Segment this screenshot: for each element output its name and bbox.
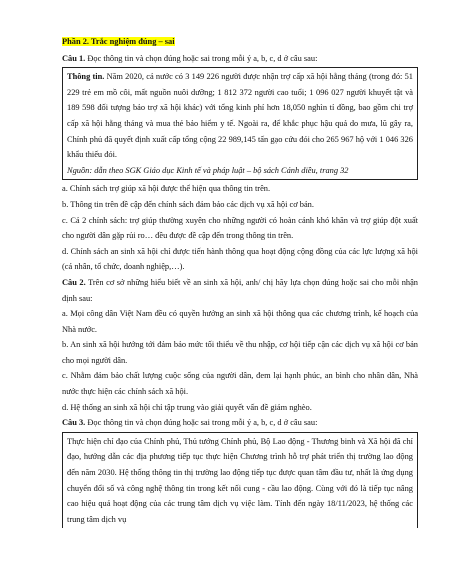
question-1-info-box <box>62 67 418 180</box>
question-3 <box>62 415 418 431</box>
question-2-prompt: Trên cơ sở những hiểu biết về an sinh xã hội, anh/ chị hãy lựa chọn đúng hoặc sai cho mỗi nhận định sau: <box>62 277 418 303</box>
option-2b: b. An sinh xã hội hướng tới đảm bảo mức tối thiểu về thu nhập, cơ hội tiếp cận các dịch vụ xã hội cơ bản cho mọi người dân. <box>62 340 418 365</box>
question-3-label: Câu 3. <box>62 418 86 428</box>
info-text: Năm 2020, cả nước có 3 149 226 người được nhận trợ cấp xã hội hằng tháng (trong đó: 51 229 trẻ em mồ côi, mất nguồn nuôi dưỡng; 1 812 372 người cao tuổi; 1 096 027 người khuyết tật và 189 598 đối tượng bảo trợ xã hội khác) với tổng kinh phí hơn 18,050 nghìn tỉ đồng, bao gồm chi trợ cấp xã hội hằng tháng và mua thẻ bảo hiểm y tế. Ngoài ra, để khắc phục hậu quả do mưa, lũ gây ra, Chính phủ đã quyết định xuất cấp tổng cộng 22 989,145 tấn gạo cứu đói cho 265 967 hộ với 1 046 326 khẩu thiếu đói. <box>67 72 413 160</box>
question-1-label: Câu 1. <box>62 53 86 63</box>
info-source: Nguồn: dẫn theo SGK Giáo dục Kinh tế và pháp luật – bộ sách Cánh diều, trang 32 <box>67 165 349 175</box>
option-2d: d. Hệ thống an sinh xã hội chỉ tập trung vào giải quyết vấn đề giảm nghèo. <box>62 402 312 412</box>
question-3-info-text: Thực hiện chỉ đạo của Chính phủ, Thủ tướng Chính phủ, Bộ Lao động - Thương binh và Xã hội đã chỉ đạo, hướng dẫn các địa phương tiếp tục thực hiện Chương trình hỗ trợ phát triển thị trường lao động đến năm 2030. Hệ thống thông tin thị trường lao động tiếp tục được quan tâm đầu tư, nhất là ứng dụng chuyển đổi số và công nghệ thông tin trong kết nối cung - cầu lao động. Cùng với đó là tiếp tục nâng cao hiệu quả hoạt động của các trung tâm dịch vụ việc làm. Tính đến ngày 18/11/2023, hệ thống các trung tâm dịch vụ <box>67 436 413 524</box>
option-2a: a. Mọi công dân Việt Nam đều có quyền hưởng an sinh xã hội thông qua các chương trình, kế hoạch của Nhà nước. <box>62 309 418 334</box>
document-page <box>62 34 418 528</box>
question-2-label: Câu 2. <box>62 277 86 287</box>
section-title: Phần 2. Trắc nghiệm đúng – sai <box>62 37 175 46</box>
question-1-prompt: Đọc thông tin và chọn đúng hoặc sai trong mỗi ý a, b, c, d ở câu sau: <box>85 53 318 63</box>
question-2 <box>62 275 418 306</box>
option-1c: c. Cả 2 chính sách: trợ giúp thường xuyên cho những người có hoàn cảnh khó khăn và trợ giúp đột xuất cho người dân gặp rủi ro… đều được đề cập đến trong thông tin trên. <box>62 215 418 241</box>
option-1d: d. Chính sách an sinh xã hội chỉ được tiến hành thông qua hoạt động cộng đồng của các lực lượng xã hội (cá nhân, tổ chức, doanh nghiệp,…). <box>62 246 418 272</box>
question-3-prompt: Đọc thông tin và chọn đúng hoặc sai trong mỗi ý a, b, c, d ở câu sau: <box>85 418 318 428</box>
question-3-info-box <box>62 432 418 529</box>
question-1 <box>62 51 418 67</box>
option-1a: a. Chính sách trợ giúp xã hội được thể hiện qua thông tin trên. <box>62 184 271 194</box>
info-label: Thông tin. <box>67 72 105 82</box>
option-1b: b. Thông tin trên đề cập đến chính sách đảm bảo các dịch vụ xã hội cơ bản. <box>62 199 314 209</box>
option-2c: c. Nhằm đảm bảo chất lượng cuộc sống của người dân, đem lại hạnh phúc, an bình cho nhân dân, Nhà nước thực hiện các chính sách xã hội. <box>62 371 418 397</box>
